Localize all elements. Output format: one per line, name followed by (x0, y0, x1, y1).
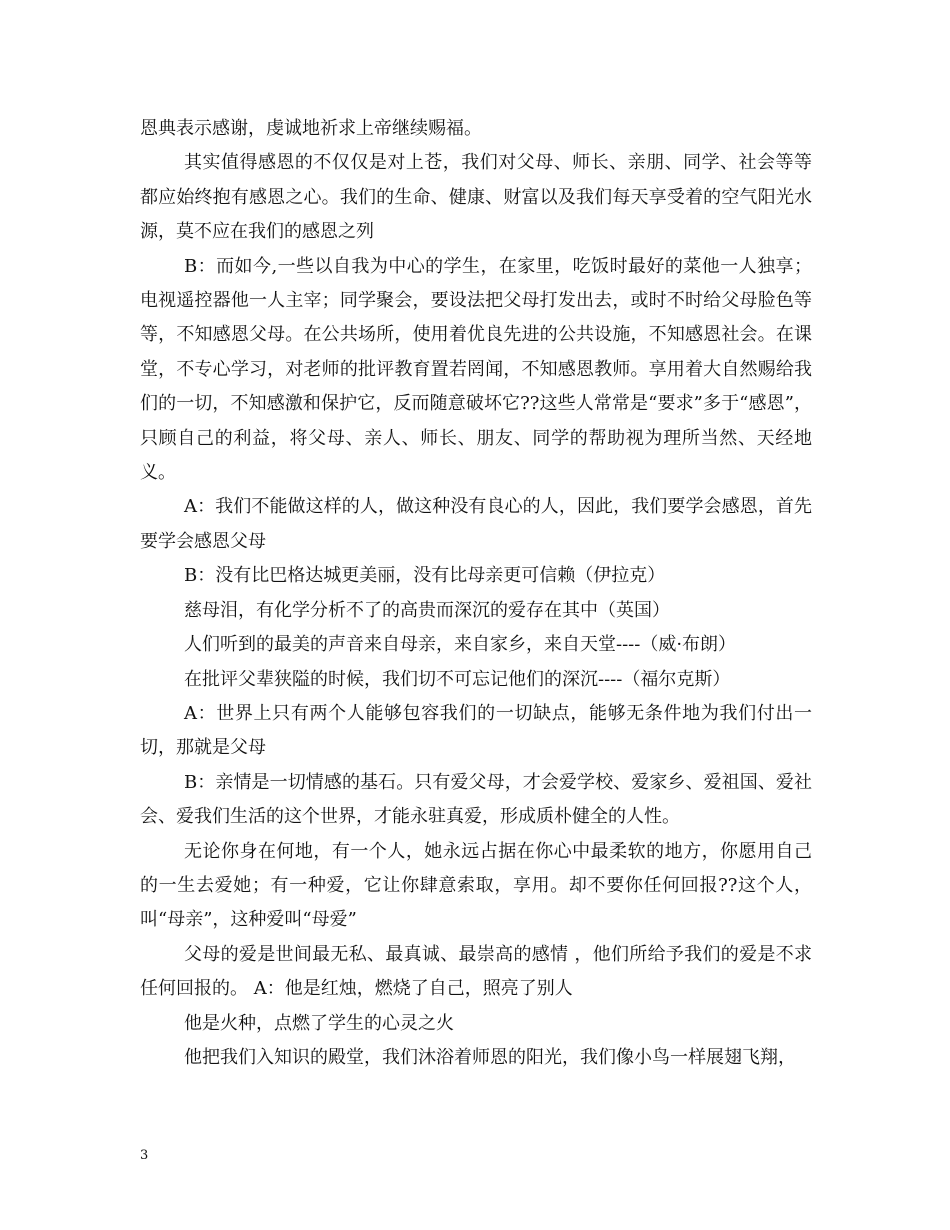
paragraph-1: 恩典表示感谢，虔诚地祈求上帝继续赐福。 (140, 118, 482, 139)
paragraph-2: 其实值得感恩的不仅仅是对上苍，我们对父母、师长、亲朋、同学、社会等等都应始终抱有感恩之心。我们的生命、健康、财富以及我们每天享受着的空气阳光水源，莫不应在我们的感恩之列 (140, 152, 812, 243)
paragraph-5: B：没有比巴格达城更美丽，没有比母亲更可信赖（伊拉克） (184, 565, 666, 587)
paragraph-14: 他把我们入知识的殿堂，我们沐浴着师恩的阳光，我们像小鸟一样展翅飞翔， (184, 1046, 796, 1068)
paragraph-4: A：我们不能做这样的人，做这种没有良心的人，因此，我们要学会感恩，首先要学会感恩父母 (140, 496, 812, 552)
paragraph-6: 慈母泪，有化学分析不了的高贵而深沉的爱存在其中（英国） (184, 599, 670, 621)
paragraph-9: A：世界上只有两个人能够包容我们的一切缺点，能够无条件地为我们付出一切，那就是父母 (140, 702, 812, 759)
paragraph-7: 人们听到的最美的声音来自母亲，来自家乡，来自天堂----（威·布朗） (184, 634, 737, 656)
paragraph-12: 父母的爱是世间最无私、最真诚、最崇高的感情 ，他们所给予我们的爱是不求任何回报的。 A：他是红烛，燃烧了自己，照亮了别人 (140, 943, 812, 1000)
paragraph-10: B：亲情是一切情感的基石。只有爱父母，才会爱学校、爱家乡、爱祖国、爱社会、爱我们生活的这个世界，才能永驻真爱，形成质朴健全的人性。 (140, 771, 812, 828)
body-text (140, 112, 812, 1075)
paragraph-8: 在批评父辈狭隘的时候，我们切不可忘记他们的深沉----（福尔克斯） (184, 668, 731, 690)
paragraph-11: 无论你身在何地，有一个人，她永远占据在你心中最柔软的地方，你愿用自己的一生去爱她；有一种爱，它让你肆意索取，享用。却不要你任何回报??这个人，叫“母亲”，这种爱叫“母爱” (140, 840, 812, 931)
page-number: 3 (140, 1148, 149, 1163)
paragraph-3: B：而如今,一些以自我为中心的学生，在家里，吃饭时最好的菜他一人独享；电视遥控器他一人主宰；同学聚会，要设法把父母打发出去，或时不时给父母脸色等等，不知感恩父母。在公共场所，使用着优良先进的公共设施，不知感恩社会。在课堂，不专心学习，对老师的批评教育置若罔闻，不知感恩教师。享用着大自然赐给我们的一切，不知感激和保护它，反而随意破坏它??这些人常常是“要求”多于“感恩”，只顾自己的利益，将父母、亲人、师长、朋友、同学的帮助视为理所当然、天经地义。 (140, 255, 812, 484)
paragraph-13: 他是火种，点燃了学生的心灵之火 (184, 1012, 454, 1034)
